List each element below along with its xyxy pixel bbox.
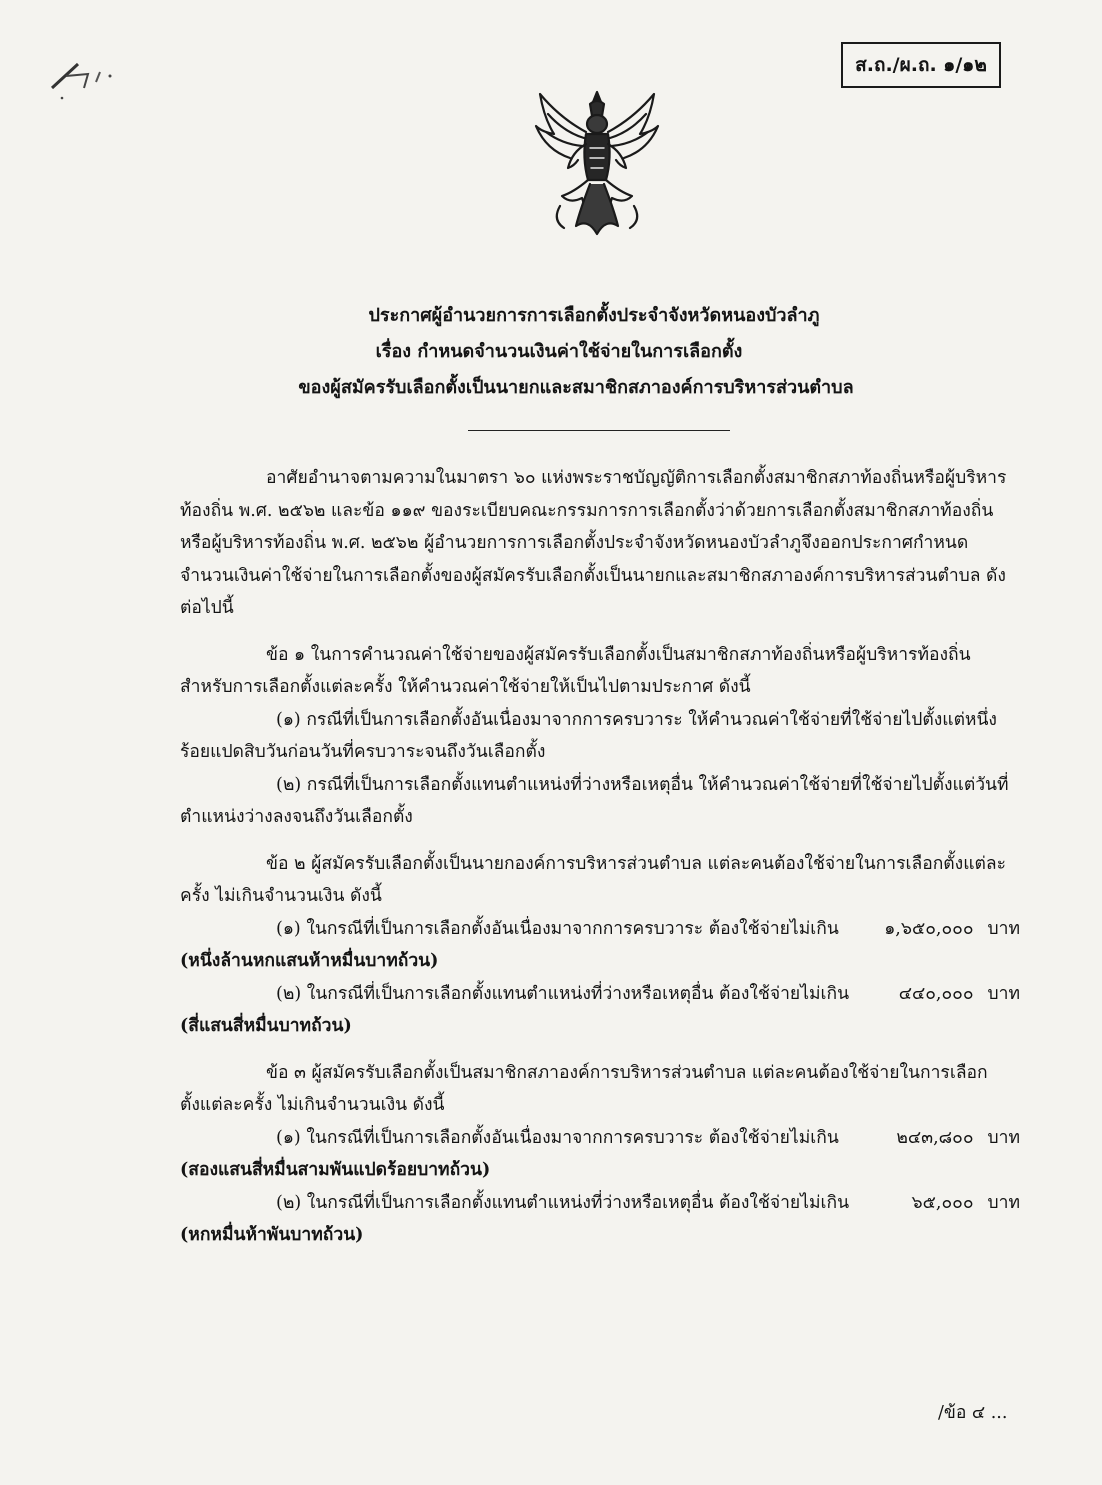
clause-2-item-2 [180, 978, 1020, 1011]
clause-3-item-1 [180, 1122, 1020, 1155]
clause-2-item-1-unit: บาท [987, 918, 1020, 939]
garuda-emblem-icon [530, 88, 664, 240]
continued-marker: /ข้อ ๔ ... [938, 1403, 1008, 1423]
preamble: อาศัยอำนาจตามความในมาตรา ๖๐ แห่งพระราชบัญญัติการเลือกตั้งสมาชิกสภาท้องถิ่นหรือผู้บริหารท้องถิ่น พ.ศ. ๒๕๖๒ และข้อ ๑๑๙ ของระเบียบคณะกรรมการการเลือกตั้งว่าด้วยการเลือกตั้งสมาชิกสภาท้องถิ่นหรือผู้บริหารท้องถิ่น พ.ศ. ๒๕๖๒ ผู้อำนวยการการเลือกตั้งประจำจังหวัดหนองบัวลำภูจึงออกประกาศกำหนดจำนวนเงินค่าใช้จ่ายในการเลือกตั้งของผู้สมัครรับเลือกตั้งเป็นนายกและสมาชิกสภาองค์การบริหารส่วนตำบล ดังต่อไปนี้ [180, 468, 1007, 618]
clause-3-item-1-unit: บาท [987, 1127, 1020, 1148]
announcement-body [180, 462, 1020, 1252]
clause-2-item-2-text: (๒) ในกรณีที่เป็นการเลือกตั้งแทนตำแหน่งที่ว่างหรือเหตุอื่น ต้องใช้จ่ายไม่เกิน [276, 983, 850, 1004]
clause-2-item-1-text: (๑) ในกรณีที่เป็นการเลือกตั้งอันเนื่องมาจากการครบวาระ ต้องใช้จ่ายไม่เกิน [276, 918, 839, 939]
clause-2-item-2-amount: ๔๔๐,๐๐๐ [898, 983, 974, 1004]
heading-line-1: ประกาศผู้อำนวยการการเลือกตั้งประจำจังหวัดหนองบัวลำภู [368, 305, 820, 326]
heading-line-3: ของผู้สมัครรับเลือกตั้งเป็นนายกและสมาชิกสภาองค์การบริหารส่วนตำบล [298, 377, 854, 398]
clause-3-item-2-unit: บาท [987, 1192, 1020, 1213]
clause-3-item-2-words: (หกหมื่นห้าพันบาทถ้วน) [180, 1225, 364, 1245]
clause-3-item-2-amount: ๖๕,๐๐๐ [911, 1192, 974, 1213]
heading-line-2: เรื่อง กำหนดจำนวนเงินค่าใช้จ่ายในการเลือกตั้ง [375, 341, 743, 362]
clause-2-intro: ข้อ ๒ ผู้สมัครรับเลือกตั้งเป็นนายกองค์การบริหารส่วนตำบล แต่ละคนต้องใช้จ่ายในการเลือกตั้งแต่ละครั้ง ไม่เกินจำนวนเงิน ดังนี้ [180, 853, 1006, 906]
clause-3-item-2 [180, 1187, 1020, 1220]
clause-2-item-1-amount: ๑,๖๕๐,๐๐๐ [884, 918, 974, 939]
clause-2-item-2-unit: บาท [987, 983, 1020, 1004]
clause-1-item-1: (๑) กรณีที่เป็นการเลือกตั้งอันเนื่องมาจากการครบวาระ ให้คำนวณค่าใช้จ่ายที่ใช้จ่ายไปตั้งแต่หนึ่งร้อยแปดสิบวันก่อนวันที่ครบวาระจนถึงวันเลือกตั้ง [180, 709, 997, 762]
clause-1-item-2: (๒) กรณีที่เป็นการเลือกตั้งแทนตำแหน่งที่ว่างหรือเหตุอื่น ให้คำนวณค่าใช้จ่ายที่ใช้จ่ายไปตั้งแต่วันที่ตำแหน่งว่างลงจนถึงวันเลือกตั้ง [180, 774, 1009, 827]
heading-divider [468, 430, 730, 431]
clause-1-intro: ข้อ ๑ ในการคำนวณค่าใช้จ่ายของผู้สมัครรับเลือกตั้งเป็นสมาชิกสภาท้องถิ่นหรือผู้บริหารท้องถิ่นสำหรับการเลือกตั้งแต่ละครั้ง ให้คำนวณค่าใช้จ่ายให้เป็นไปตามประกาศ ดังนี้ [180, 644, 971, 697]
announcement-heading [0, 298, 1102, 406]
clause-2-item-1 [180, 913, 1020, 946]
clause-2-item-2-words: (สี่แสนสี่หมื่นบาทถ้วน) [180, 1016, 352, 1036]
form-code-box [841, 42, 1001, 88]
clause-2-item-1-words: (หนึ่งล้านหกแสนห้าหมื่นบาทถ้วน) [180, 951, 439, 971]
clause-3-item-2-text: (๒) ในกรณีที่เป็นการเลือกตั้งแทนตำแหน่งที่ว่างหรือเหตุอื่น ต้องใช้จ่ายไม่เกิน [276, 1192, 850, 1213]
clause-3-item-1-amount: ๒๔๓,๘๐๐ [896, 1127, 974, 1148]
clause-3-intro: ข้อ ๓ ผู้สมัครรับเลือกตั้งเป็นสมาชิกสภาองค์การบริหารส่วนตำบล แต่ละคนต้องใช้จ่ายในการเลือกตั้งแต่ละครั้ง ไม่เกินจำนวนเงิน ดังนี้ [180, 1062, 988, 1115]
clause-3-item-1-words: (สองแสนสี่หมื่นสามพันแปดร้อยบาทถ้วน) [180, 1160, 491, 1180]
form-code: ส.ถ./ผ.ถ. ๑/๑๒ [855, 54, 987, 76]
clause-3-item-1-text: (๑) ในกรณีที่เป็นการเลือกตั้งอันเนื่องมาจากการครบวาระ ต้องใช้จ่ายไม่เกิน [276, 1127, 839, 1148]
handwritten-mark [48, 58, 138, 108]
